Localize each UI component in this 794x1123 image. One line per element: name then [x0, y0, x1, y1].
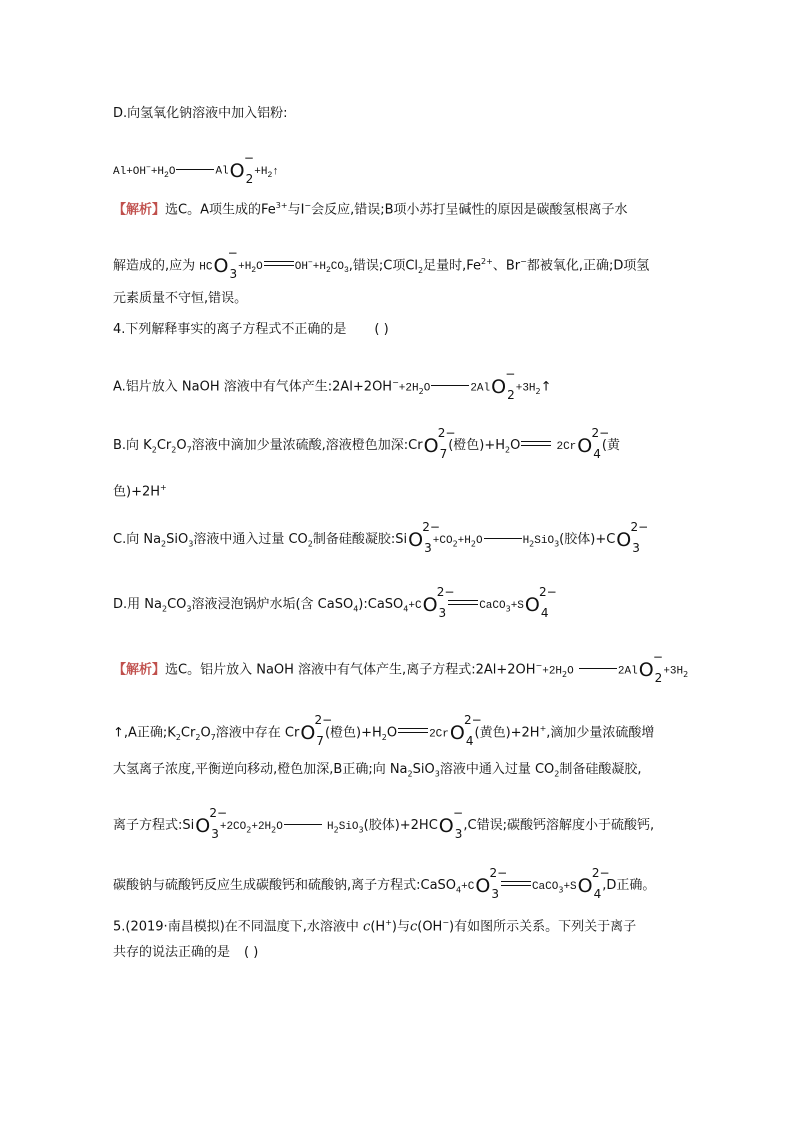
ion-so4: O 2− $_4$ — [524, 585, 557, 620]
q4-option-b-cont: 色)+2H+ — [113, 483, 167, 500]
ion-alo2: O − $_2$ — [491, 367, 516, 403]
ion-cr2o7: O 2− $_7$ — [423, 426, 456, 461]
ion-cro4: O 2− $_4$ — [577, 426, 610, 461]
eq-text: $Al+OH^-+H_2O$ — [113, 163, 176, 180]
option-text: D.向氢氧化钠溶液中加入铝粉: — [113, 106, 288, 121]
explanation-1-line-2: 解造成的,应为 HCO − $_3+H_2O$ $OH^-+H_2CO_3$,错误;C项$Cl_2$足量时$,Fe^{2+}$、Br−都被氧化,正确;D项氢 — [113, 246, 650, 282]
explanation-2-line-2: ↑,A正确$;K_2Cr_2O_7$溶液中存在 CrO 2− $_7$(橙色)$+H_2O$ 2CrO 2− $_4$(黄色)+2H+,滴加少量浓硫酸增 — [113, 713, 655, 749]
reaction-arrow — [579, 668, 617, 669]
equilibrium-arrow — [264, 261, 294, 267]
ion-sio3: O 2− $_3$ — [408, 520, 440, 555]
ion-co3: O 2− $_3$ — [616, 520, 649, 555]
equilibrium-arrow — [398, 728, 428, 734]
explanation-1-line-1: 【解析】选C。A项生成的$Fe^{3+}$与I−会反应,错误;B项小苏打呈碱性的原因是碳酸氢根离子水 — [113, 201, 628, 218]
reaction-arrow — [284, 824, 322, 825]
ion-alo2: O − $_2$ — [638, 650, 663, 686]
equilibrium-arrow — [501, 881, 531, 887]
question-5-line-1: 5.(2019·南昌模拟)在不同温度下,水溶液中 c(H+)与c(OH−)有如图所示关系。下列关于离子 — [113, 918, 637, 935]
ion-hco3: O − $_3$ — [213, 246, 238, 282]
eq-text: Al — [215, 165, 229, 178]
q3-option-d — [113, 104, 288, 124]
ion-co3: O 2− $_3$ — [475, 866, 508, 901]
answer-blank: ( ) — [374, 322, 389, 337]
ion-hco3: O − $_3$ — [438, 806, 464, 841]
reaction-arrow — [176, 169, 214, 170]
explanation-2-line-3: 大氢离子浓度,平衡逆向移动,橙色加深,B正确;向 $Na_2SiO_3$溶液中通入过量 $CO_2$制备硅酸凝胶, — [113, 762, 642, 779]
question-4-stem: 4.下列解释事实的离子方程式不正确的是 ( ) — [113, 322, 389, 337]
explanation-tag: 【解析】 — [113, 662, 166, 678]
ion-so4: O 2− $_4$ — [577, 866, 610, 901]
q4-option-d: D.用 $Na_2CO_3$溶液浸泡锅炉水垢(含 CaSO$_4$):CaSO$_4$+CO 2− $_3$ CaCO$_3$+SO 2− $_4$ — [113, 585, 557, 620]
explanation-2-line-5: 碳酸钠与硫酸钙反应生成碳酸钙和硫酸钠,离子方程式:CaSO$_4$+CO 2− $_3$ CaCO$_3$+SO 2− $_4$,D正确。 — [113, 866, 656, 901]
ion-cro4: O 2− $_4$ — [449, 713, 482, 749]
explanation-1-line-3: 元素质量不守恒,错误。 — [113, 291, 248, 306]
ion-sio3: O 2− $_3$ — [195, 806, 228, 841]
ion-alo2: O − $_2$ — [229, 150, 254, 186]
equilibrium-arrow — [521, 441, 551, 447]
explanation-2-line-1: 【解析】选C。铝片放入 NaOH 溶液中有气体产生,离子方程式$:2Al+2OH^-+2H_2O$ 2AlO − $_2+3H_2$ — [113, 650, 689, 686]
q4-option-c: C.向 $Na_2SiO_3$溶液中通入过量 $CO_2$制备硅酸凝胶:SiO 2− $_3+CO_2+H_2O$ $H_2SiO_3$(胶体)+CO 2− $_3$ — [113, 520, 649, 555]
explanation-tag: 【解析】 — [113, 202, 166, 218]
q4-option-b: B.向 $K_2Cr_2O_7$溶液中滴加少量浓硫酸,溶液橙色加深:CrO 2− $_7$(橙色)$+H_2O$ 2CrO 2− $_4$(黄 — [113, 426, 620, 461]
ion-co3: O 2− $_3$ — [422, 585, 455, 620]
answer-blank: ( ) — [244, 945, 259, 960]
reaction-arrow — [431, 385, 469, 386]
ion-cr2o7: O 2− $_7$ — [300, 713, 333, 749]
reaction-arrow — [484, 538, 522, 539]
equilibrium-arrow — [448, 600, 478, 606]
eq-text: $+H_2↑$ — [254, 165, 279, 180]
explanation-2-line-4: 离子方程式:SiO 2− $_3+2CO_2+2H_2O$ $H_2SiO_3$(胶体)+2HCO − $_3$,C错误;碳酸钙溶解度小于硫酸钙, — [113, 806, 655, 841]
q4-option-a: A.铝片放入 NaOH 溶液中有气体产生$:2Al+2OH^-+2H_2O$ 2AlO − $_2+3H_2↑$ — [113, 367, 552, 403]
q3-option-d-equation — [113, 150, 279, 186]
question-5-line-2: 共存的说法正确的是 ( ) — [113, 945, 259, 960]
